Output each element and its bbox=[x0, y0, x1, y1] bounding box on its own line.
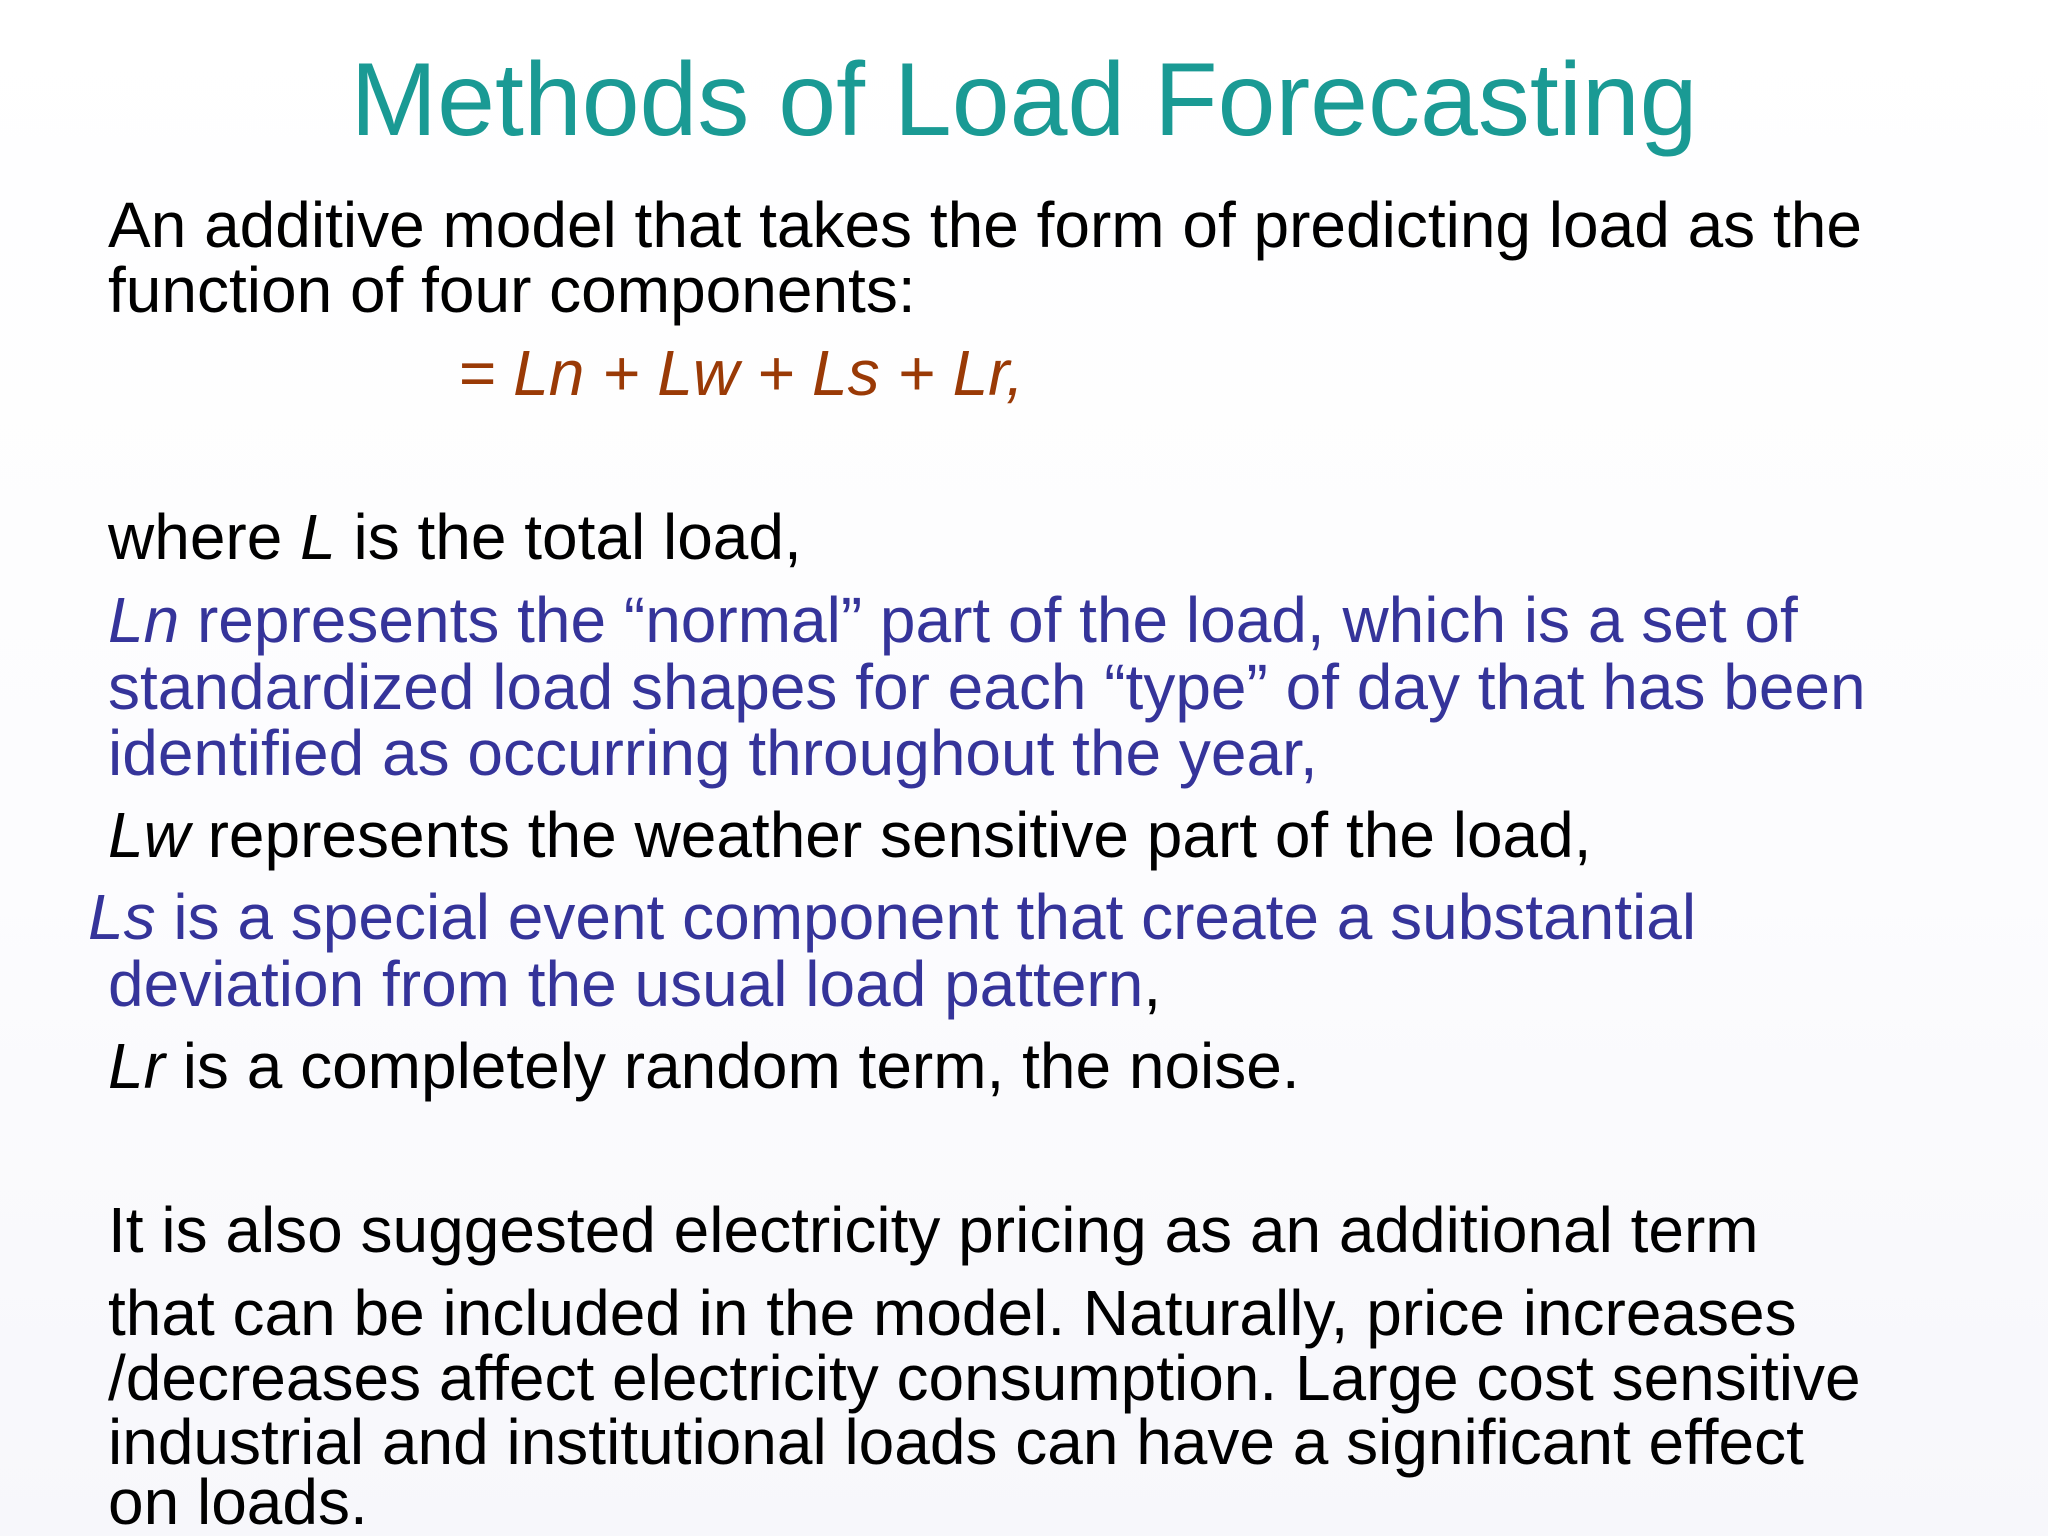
pricing-line-5: on loads. bbox=[108, 1466, 368, 1538]
ln-line-2: standardized load shapes for each “type” of day that has been bbox=[108, 651, 1866, 723]
where-line bbox=[108, 500, 802, 574]
pricing-line-1: It is also suggested electricity pricing as an additional term bbox=[108, 1194, 1759, 1266]
ls-line-1 bbox=[88, 880, 1696, 954]
lw-var: Lw bbox=[108, 799, 190, 871]
formula: = Ln + Lw + Ls + Lr, bbox=[458, 337, 1024, 409]
ls-line-1-rest: is a special event component that create a substantial bbox=[155, 881, 1697, 953]
intro-line-1: An additive model that takes the form of predicting load as the bbox=[108, 189, 1862, 261]
pricing-line-4: industrial and institutional loads can have a significant effect bbox=[108, 1406, 1804, 1478]
lw-line bbox=[108, 798, 1592, 872]
ls-line-2-tail: , bbox=[1143, 948, 1162, 1020]
lr-line bbox=[108, 1029, 1300, 1103]
lr-rest: is a completely random term, the noise. bbox=[164, 1030, 1300, 1102]
pricing-line-2: that can be included in the model. Naturally, price increases bbox=[108, 1277, 1797, 1349]
lr-var: Lr bbox=[108, 1030, 165, 1102]
where-rest: is the total load, bbox=[335, 501, 802, 573]
ln-line-1-rest: represents the “normal” part of the load, which is a set of bbox=[179, 584, 1798, 656]
ls-var: Ls bbox=[88, 881, 156, 953]
intro-line-2: function of four components: bbox=[108, 254, 916, 326]
ls-line-2 bbox=[108, 947, 1161, 1021]
pricing-line-3: /decreases affect electricity consumption. Large cost sensitive bbox=[108, 1342, 1861, 1414]
ln-line-1 bbox=[108, 583, 1798, 657]
ln-var: Ln bbox=[108, 584, 180, 656]
where-prefix: where bbox=[108, 501, 301, 573]
slide-title: Methods of Load Forecasting bbox=[350, 42, 1698, 158]
lw-rest: represents the weather sensitive part of the load, bbox=[189, 799, 1592, 871]
where-var: L bbox=[300, 501, 336, 573]
ls-line-2-text: deviation from the usual load pattern bbox=[108, 948, 1144, 1020]
ln-line-3: identified as occurring throughout the year, bbox=[108, 717, 1318, 789]
